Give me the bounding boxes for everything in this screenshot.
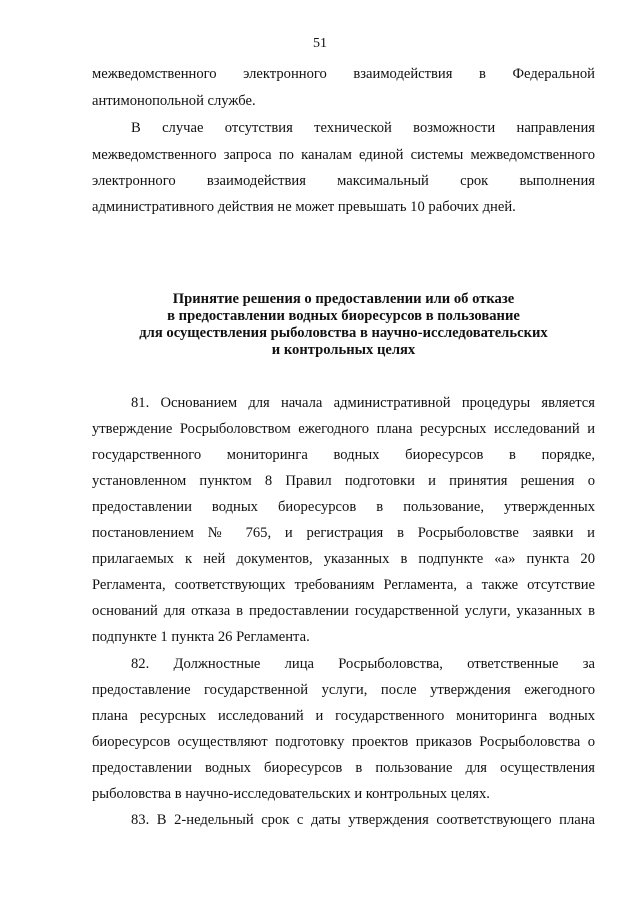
- text-line: предоставление государственной услуги, после утверждения ежегодного: [92, 682, 595, 698]
- text-line: рыболовства в научно-исследовательских и контрольных целях.: [92, 786, 490, 802]
- section-heading-line: и контрольных целях: [271, 342, 416, 358]
- text-line: предоставлении водных биоресурсов в пользование, утвержденных: [92, 499, 595, 515]
- text-line: В случае отсутствия технической возможности направления: [131, 120, 595, 136]
- text-line: антимонопольной службе.: [92, 93, 256, 109]
- text-line: биоресурсов осуществляют подготовку проектов приказов Росрыболовства о: [92, 734, 595, 750]
- text-line: электронного взаимодействия максимальный срок выполнения: [92, 173, 595, 189]
- text-line: межведомственного запроса по каналам единой системы межведомственного: [92, 147, 595, 163]
- text-line: подпункте 1 пункта 26 Регламента.: [92, 629, 310, 645]
- section-heading-line: Принятие решения о предоставлении или об отказе: [172, 291, 515, 307]
- section-heading-line: в предоставлении водных биоресурсов в пользование: [167, 308, 520, 324]
- text-line: постановлением № 765, и регистрация в Росрыболовстве заявки и: [92, 525, 595, 541]
- text-line: оснований для отказа в предоставлении государственной услуги, указанных в: [92, 603, 595, 619]
- text-line: административного действия не может превышать 10 рабочих дней.: [92, 199, 516, 215]
- text-line: предоставлении водных биоресурсов в пользование для осуществления: [92, 760, 595, 776]
- text-line: установленном пунктом 8 Правил подготовки и принятия решения о: [92, 473, 595, 489]
- text-line: 83. В 2-недельный срок с даты утверждения соответствующего плана: [131, 812, 595, 828]
- text-line: плана ресурсных исследований и государственного мониторинга водных: [92, 708, 595, 724]
- text-line: 82. Должностные лица Росрыболовства, ответственные за: [131, 656, 595, 672]
- section-heading-line: для осуществления рыболовства в научно-исследовательских: [139, 325, 548, 341]
- text-line: государственного мониторинга водных биоресурсов в порядке,: [92, 447, 595, 463]
- page-number: 51: [313, 36, 327, 51]
- text-line: прилагаемых к ней документов, указанных в подпункте «а» пункта 20: [92, 551, 595, 567]
- text-line: 81. Основанием для начала административной процедуры является: [131, 395, 595, 411]
- text-line: утверждение Росрыболовством ежегодного плана ресурсных исследований и: [92, 421, 595, 437]
- text-line: межведомственного электронного взаимодействия в Федеральной: [92, 66, 595, 82]
- text-line: Регламента, соответствующих требованиям Регламента, а также отсутствие: [92, 577, 595, 593]
